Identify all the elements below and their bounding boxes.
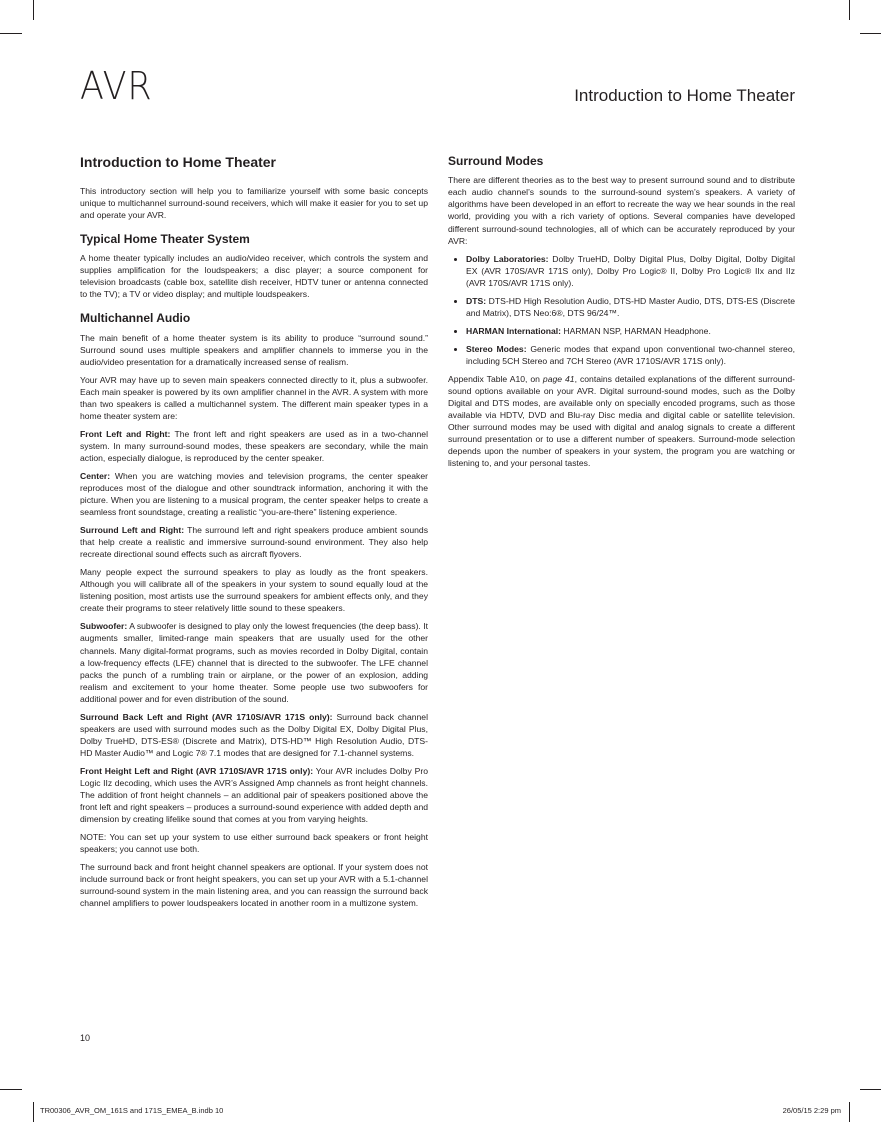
surround-back-text: Surround back channel speakers are used with surround modes such as the Dolby Digital EX, Dolby Digital Plus, Dolby TrueHD, DTS-ES® (Discrete and Matrix), DTS-HD™ High Resolution Audio, DTS-HD Master Audio™ and Logic 7® 7.1 modes that are designed for 7.1-channel systems. (80, 711, 428, 758)
running-head: Introduction to Home Theater (574, 86, 795, 105)
page-title: Introduction to Home Theater (80, 154, 276, 170)
crop-mark (0, 33, 22, 34)
list-item-lead: HARMAN International: (466, 325, 562, 336)
appendix-text-pre: Appendix Table A10, on (448, 373, 543, 384)
note-paragraph: NOTE: You can set up your system to use either surround back speakers or front height speakers; you cannot use both. (80, 831, 428, 854)
print-slug-filename: TR00306_AVR_OM_161S and 171S_EMEA_B.indb 10 (40, 1106, 224, 1115)
crop-mark (849, 1102, 850, 1122)
appendix-text-post: , contains detailed explanations of the different surround-sound options available on your AVR. Digital surround-sound modes, such as the Dolby Digital and DTS modes, are available only on specially encoded programs, such as those available via HDTV, DVD and Blu-ray Disc media and digital cable or satellite television. Other surround modes may be used with digital and analog signals to create a different surround presentation or to use a different number of speakers. Surround-mode selection depends upon the number of speakers in your system, the program you are watching or listening to, and your personal tastes. (448, 373, 795, 469)
surround-modes-heading: Surround Modes (448, 154, 544, 168)
surround-loudness-paragraph: Many people expect the surround speakers to play as loudly as the front speakers. Although you will calibrate all of the speakers in your system to sound equally loud at the listening position, most artists use the surround speakers for ambient effects only, and they create their programs to steer relatively little sound to these speakers. (80, 567, 428, 614)
list-item-lead: DTS: (466, 295, 487, 306)
subwoofer-text: A subwoofer is designed to play only the lowest frequencies (the deep bass). It augments smaller, limited-range main speakers that are usually used for the other channels. Many digital-format programs, such as movies recorded in Dolby Digital, contain a low-frequency effects (LFE) channel that is directed to the subwoofer. The LFE channel packs the punch of a rumbling train or airplane, or the power of an explosion, adding realism and excitement to your home theater. Some people use two subwoofers for additional power and for even distribution of the sound. (80, 621, 428, 704)
list-item (466, 325, 795, 337)
front-height-lead: Front Height Left and Right (AVR 1710S/AVR 171S only): (80, 765, 314, 776)
page-41-link[interactable]: page 41 (542, 373, 575, 384)
crop-mark (0, 1089, 22, 1090)
front-speakers-lead: Front Left and Right: (80, 429, 171, 440)
typical-system-heading: Typical Home Theater System (80, 231, 250, 246)
optional-speakers-paragraph: The surround back and front height channel speakers are optional. If your system does not include surround back or front height speakers, you can set up your AVR with a 5.1-channel surround-sound system in the main listening area, and you can reassign the surround back channel amplifiers to power loudspeakers located in another room in a multizone system. (80, 862, 428, 909)
front-height-paragraph (80, 765, 428, 825)
front-height-text: Your AVR includes Dolby Pro Logic IIz decoding, which uses the AVR’s Assigned Amp channels as front height channels. The addition of front height channels – an additional pair of speakers positioned above the front left and right speakers – produces a surround-sound experience with added depth and dimension by creating lifelike sound that comes at you from varying heights. (80, 765, 428, 824)
surround-modes-intro: There are different theories as to the best way to present surround sound and to distribute each audio channel’s sounds to the surround-sound system’s speakers. A variety of algorithms have been developed in an effort to recreate the way we hear sounds in the real world, providing you with a rich variety of options. Several companies have developed different surround-sound technologies, all of which can be accurately reproduced by your AVR: (448, 175, 795, 246)
speaker-types-paragraph: Your AVR may have up to seven main speakers connected directly to it, plus a subwoofer. Each main speaker is powered by its own amplifier channel in the AVR. A system with more than two speakers is called a multichannel system. The different main speaker types in a home theater system are: (80, 374, 428, 421)
list-item-lead: Dolby Laboratories: (466, 253, 549, 264)
multichannel-heading: Multichannel Audio (80, 311, 191, 326)
print-slug-date: 26/05/15 2:29 pm (782, 1106, 841, 1115)
right-column (448, 154, 795, 475)
list-item (466, 343, 795, 367)
subwoofer-lead: Subwoofer: (80, 621, 128, 632)
page-number: 10 (80, 1033, 91, 1043)
surround-modes-list (448, 253, 795, 367)
typical-system-paragraph: A home theater typically includes an audio/video receiver, which controls the system and supplies amplification for the loudspeakers; a disc player; a source component for television broadcasts (cable box, satellite dish receiver, HDTV tuner or antenna connected to the TV); a TV or video display; and multiple loudspeakers. (80, 253, 428, 300)
list-item-text: Dolby TrueHD, Dolby Digital Plus, Dolby Digital, Dolby Digital EX (AVR 170S/AVR 171S only), Dolby Pro Logic® II, Dolby Pro Logic® IIx and IIz (AVR 170S/AVR 171S only). (466, 253, 795, 288)
list-item (466, 295, 795, 319)
surround-back-paragraph (80, 711, 428, 759)
crop-mark (860, 1089, 881, 1090)
subwoofer-paragraph (80, 620, 428, 704)
surround-speakers-text: The surround left and right speakers produce ambient sounds that help create a realistic and immersive surround-sound environment. They also help recreate directional sound effects such as aircraft flyovers. (80, 525, 428, 560)
list-item (466, 253, 795, 289)
crop-mark (33, 1102, 34, 1122)
avr-logo: AVR (80, 64, 153, 108)
front-speakers-paragraph (80, 428, 428, 464)
left-column (80, 154, 428, 915)
surround-speakers-lead: Surround Left and Right: (80, 525, 185, 536)
center-speaker-text: When you are watching movies and television programs, the center speaker reproduces most of the dialogue and other soundtrack information, anchoring it with the picture. When you are listening to a musical program, the center speaker helps to create a seamless front soundstage, creating a realistic “you-are-there” listening experience. (80, 471, 428, 518)
appendix-paragraph (448, 373, 795, 469)
crop-mark (33, 0, 34, 20)
intro-paragraph: This introductory section will help you to familiarize yourself with some basic concepts unique to multichannel surround-sound receivers, which will make it easier for you to set up and operate your AVR. (80, 185, 428, 220)
list-item-text: Generic modes that expand upon conventional two-channel stereo, including 5CH Stereo and 7CH Stereo (AVR 1710S/AVR 171S only). (466, 343, 795, 366)
multichannel-paragraph: The main benefit of a home theater system is its ability to produce “surround sound.” Surround sound uses multiple speakers and amplifier channels to immerse you in the audio/video presentation for a dramatically increased sense of realism. (80, 332, 428, 367)
center-speaker-paragraph (80, 470, 428, 518)
front-speakers-text: The front left and right speakers are used as in a two-channel system. In many surround-sound modes, these speakers are secondary, while the main action, especially dialogue, is reproduced by the center speaker. (80, 429, 428, 464)
crop-mark (849, 0, 850, 20)
surround-back-lead: Surround Back Left and Right (AVR 1710S/AVR 171S only): (80, 711, 333, 722)
list-item-text: HARMAN NSP, HARMAN Headphone. (561, 325, 711, 336)
crop-mark (860, 33, 881, 34)
list-item-lead: Stereo Modes: (466, 343, 527, 354)
list-item-text: DTS-HD High Resolution Audio, DTS-HD Master Audio, DTS, DTS-ES (Discrete and Matrix), DTS Neo:6®, DTS 96/24™. (466, 295, 795, 318)
center-speaker-lead: Center: (80, 471, 111, 482)
surround-speakers-paragraph (80, 524, 428, 560)
